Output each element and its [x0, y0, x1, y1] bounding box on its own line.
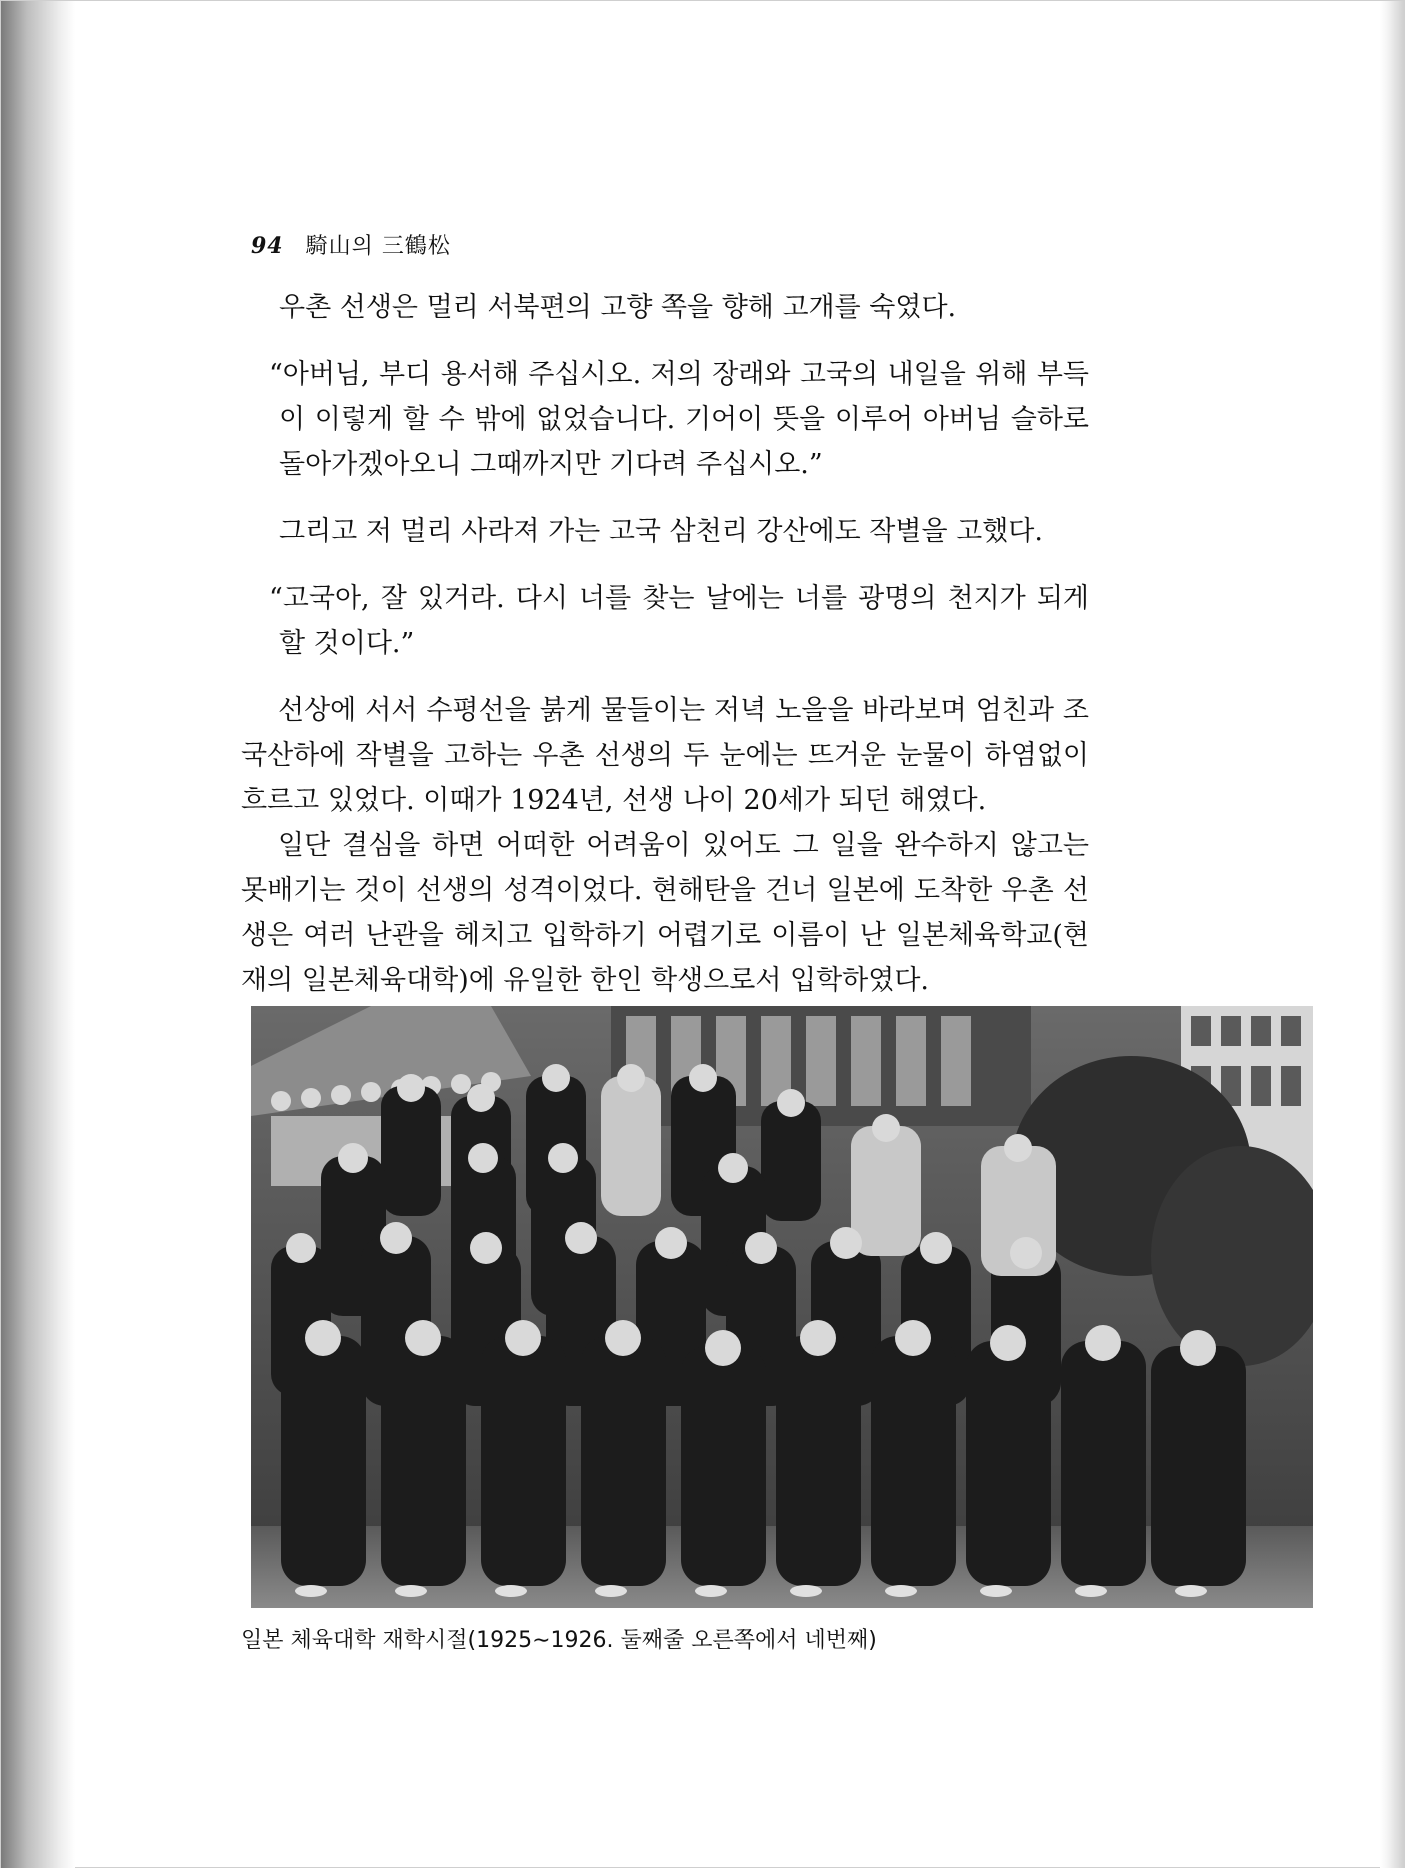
group-photo	[251, 1006, 1313, 1608]
page-number: 94	[251, 233, 284, 259]
quote-paragraph: “아버님, 부디 용서해 주십시오. 저의 장래와 고국의 내일을 위해 부득이 이렇게 할 수 밖에 없었습니다. 기어이 뜻을 이루어 아버님 슬하로 돌아가겠아오니 그때까지만 기다려 주십시오.”	[269, 359, 1089, 480]
photo-caption: 일본 체육대학 재학시절(1925∼1926. 둘째줄 오른쪽에서 네번째)	[241, 1628, 877, 1653]
paragraph: 그리고 저 멀리 사라져 가는 고국 삼천리 강산에도 작별을 고했다.	[279, 516, 1043, 547]
quote-paragraph: “고국아, 잘 있거라. 다시 너를 찾는 날에는 너를 광명의 천지가 되게 할 것이다.”	[269, 583, 1089, 659]
page-spine-shadow	[1, 1, 75, 1868]
book-title: 騎山의 三鶴松	[305, 234, 451, 259]
paragraph: 우촌 선생은 멀리 서북편의 고향 쪽을 향해 고개를 숙였다.	[279, 292, 957, 323]
running-head	[251, 229, 451, 260]
paragraph: 선상에 서서 수평선을 붉게 물들이는 저녁 노을을 바라보며 엄친과 조국산하에 작별을 고하는 우촌 선생의 두 눈에는 뜨거운 눈물이 하염없이 흐르고 있었다. 이때가 1924년, 선생 나이 20세가 되던 해였다.	[241, 695, 1089, 816]
page-edge-shadow	[1380, 1, 1404, 1868]
group-photo-image	[251, 1006, 1313, 1608]
paragraph: 일단 결심을 하면 어떠한 어려움이 있어도 그 일을 완수하지 않고는 못배기는 것이 선생의 성격이었다. 현해탄을 건너 일본에 도착한 우촌 선생은 여러 난관을 헤치고 입학하기 어렵기로 이름이 난 일본체육학교(현재의 일본체육대학)에 유일한 한인 학생으로서 입학하였다.	[241, 830, 1089, 996]
body-text	[241, 285, 1089, 1003]
